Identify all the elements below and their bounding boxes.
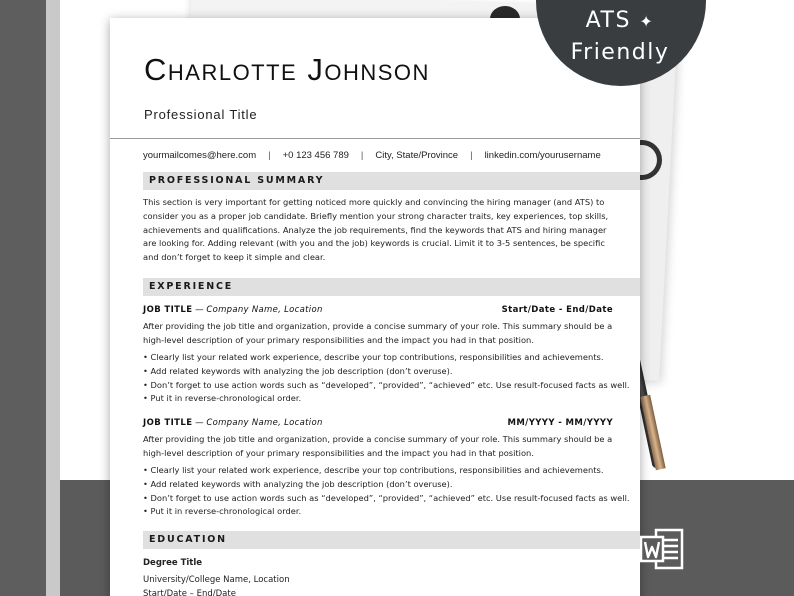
contact-separator: | [268,150,271,161]
job-bullet: • Clearly list your related work experience, describe your top contributions, responsibilities and achievements. [143,465,604,475]
contact-line [143,150,623,161]
education-heading: EDUCATION [143,531,640,549]
job-bullet: • Don’t forget to use action words such as “developed”, “provided”, “achieved” etc. Use result-focused facts as well. [143,492,630,503]
job-dates: MM/YYYY - MM/YYYY [507,418,613,428]
degree-title: Degree Title [143,558,203,568]
contact-separator: | [470,150,473,161]
header-divider [110,138,640,139]
job-dates: Start/Date - End/Date [501,305,613,315]
job-summary: After providing the job title and organization, provide a concise summary of your role. This summary should be a high-level description of your primary responsibilities and the impact you had in that position. [143,434,613,458]
job-bullets [143,351,630,406]
pen-tip [640,395,665,470]
candidate-name: Charlotte Johnson [144,52,430,87]
contact-linkedin: linkedin.com/yourusername [484,150,601,161]
experience-heading: EXPERIENCE [143,278,640,296]
ats-badge-text [560,5,680,68]
job-header [143,305,613,317]
left-decor-strip [46,0,60,596]
word-icon [640,528,684,570]
contact-phone: +0 123 456 789 [282,150,349,161]
school-name: University/College Name, Location [143,575,290,585]
job-title: JOB TITLE [143,305,193,315]
job-bullet: • Add related keywords with analyzing the job description (don’t overuse). [143,365,453,376]
left-decor-bar [0,0,46,596]
sparkle-icon: ✦ [639,12,655,31]
contact-email: yourmailcomes@here.com [143,150,257,161]
resume-page [110,18,640,596]
professional-title: Professional Title [144,107,258,122]
job-bullets [143,464,630,519]
job-bullet: • Put it in reverse-chronological order. [143,506,302,517]
summary-text: This section is very important for getting noticed more quickly and convincing the hiring manager (and ATS) to consider you as a proper job candidate. Briefly mention your strong character traits, key experiences, top skills, achievements and qualifications. Analyze the job requirements, find the keywords that ATS and hiring manager are looking for. Adding relevant (with you and the job) keywords is crucial. Limit it to 3-5 sentences, be specific and don’t forget to keep it simple and clear. [143,197,609,263]
job-bullet: • Put it in reverse-chronological order. [143,393,302,404]
job-summary: After providing the job title and organization, provide a concise summary of your role. This summary should be a high-level description of your primary responsibilities and the impact you had in that position. [143,321,613,345]
summary-heading: PROFESSIONAL SUMMARY [143,172,640,190]
job-header [143,418,613,430]
badge-line2: Friendly [570,40,670,65]
contact-separator: | [360,150,364,161]
job-company: Company Name, Location [206,305,323,315]
job-company: Company Name, Location [206,418,323,428]
badge-line1: ATS [585,8,631,33]
job-bullet: • Clearly list your related work experience, describe your top contributions, responsibilities and achievements. [143,352,604,362]
job-dash: — [192,418,207,428]
job-dash: — [192,305,207,315]
education-dates: Start/Date – End/Date [143,589,236,596]
job-bullet: • Add related keywords with analyzing the job description (don’t overuse). [143,478,453,489]
job-title: JOB TITLE [143,418,193,428]
contact-location: City, State/Province [375,150,459,161]
job-bullet: • Don’t forget to use action words such as “developed”, “provided”, “achieved” etc. Use result-focused facts as well. [143,379,630,390]
